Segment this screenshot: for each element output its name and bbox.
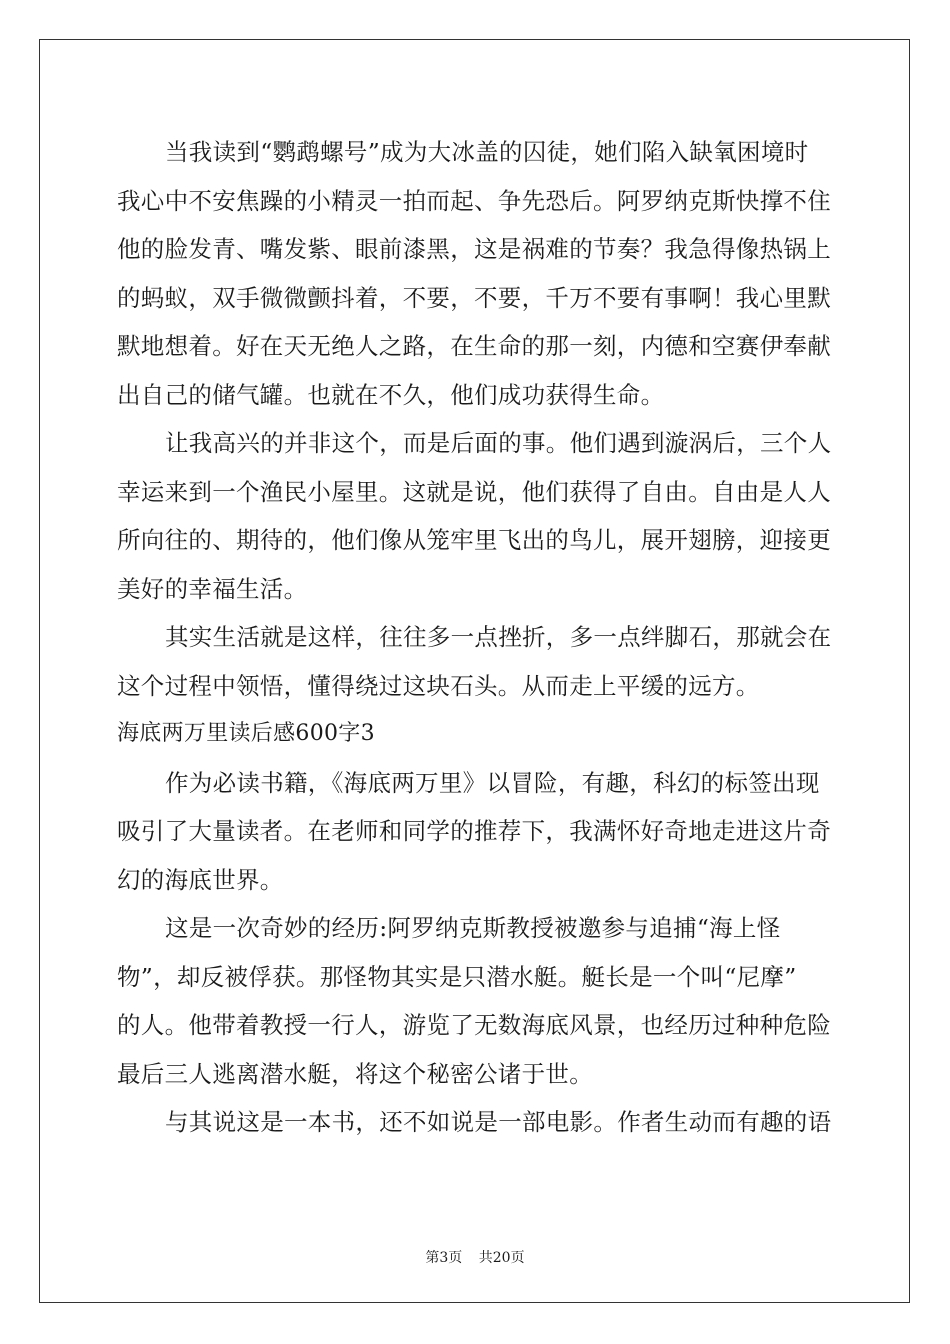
text-line: 物”，却反被俘获。那怪物其实是只潜水艇。艇长是一个叫“尼摩” (117, 962, 797, 991)
text-line: 当我读到“鹦鹉螺号”成为大冰盖的囚徒，她们陷入缺氧困境时 (165, 138, 809, 166)
paragraph (117, 904, 833, 1098)
text-line: 默地想着。好在天无绝人之路，在生命的那一刻，内德和空赛伊奉献 (117, 332, 831, 360)
text-line: 这个过程中领悟，懂得绕过这块石头。从而走上平缓的远方。 (117, 671, 760, 700)
page-number: 第3页 (425, 1250, 463, 1266)
section-heading (117, 710, 833, 759)
text-line: 这是一次奇妙的经历:阿罗纳克斯教授被邀参与追捕“海上怪 (165, 914, 781, 942)
text-line: 美好的幸福生活。 (117, 574, 308, 603)
text-line: 幻的海底世界。 (117, 865, 284, 894)
text-line: 我心中不安焦躁的小精灵一拍而起、争先恐后。阿罗纳克斯快撑不住 (117, 186, 831, 215)
text-line: 所向往的、期待的，他们像从笼牢里飞出的鸟儿，展开翅膀，迎接更 (117, 526, 831, 554)
heading-text: 海底两万里读后感600字3 (117, 721, 375, 746)
paragraph (117, 1098, 833, 1147)
text-line: 作为必读书籍，《海底两万里》以冒险，有趣，科幻的标签出现 (165, 768, 820, 797)
page-total: 共20页 (478, 1250, 525, 1266)
text-line: 他的脸发青、嘴发紫、眼前漆黑，这是祸难的节奏？我急得像热锅上 (117, 235, 831, 263)
text-line: 最后三人逃离潜水艇，将这个秘密公诸于世。 (117, 1059, 593, 1088)
document-body (117, 128, 833, 1147)
text-line: 与其说这是一本书，还不如说是一部电影。作者生动而有趣的语 (165, 1108, 832, 1136)
text-line: 的蚂蚁，双手微微颤抖着，不要，不要，千万不要有事啊！我心里默 (117, 283, 831, 312)
paragraph (117, 419, 833, 613)
paragraph (117, 613, 833, 710)
text-line: 幸运来到一个渔民小屋里。这就是说，他们获得了自由。自由是人人 (117, 477, 831, 506)
text-line: 出自己的储气罐。也就在不久，他们成功获得生命。 (117, 380, 665, 409)
text-line: 的人。他带着教授一行人，游览了无数海底风景，也经历过种种危险 (117, 1011, 831, 1039)
paragraph (117, 128, 833, 419)
paragraph (117, 759, 833, 905)
page-footer (0, 1247, 950, 1267)
text-line: 其实生活就是这样，往往多一点挫折，多一点绊脚石，那就会在 (165, 623, 832, 651)
text-line: 吸引了大量读者。在老师和同学的推荐下，我满怀好奇地走进这片奇 (117, 817, 831, 845)
text-line: 让我高兴的并非这个，而是后面的事。他们遇到漩涡后，三个人 (165, 429, 832, 457)
